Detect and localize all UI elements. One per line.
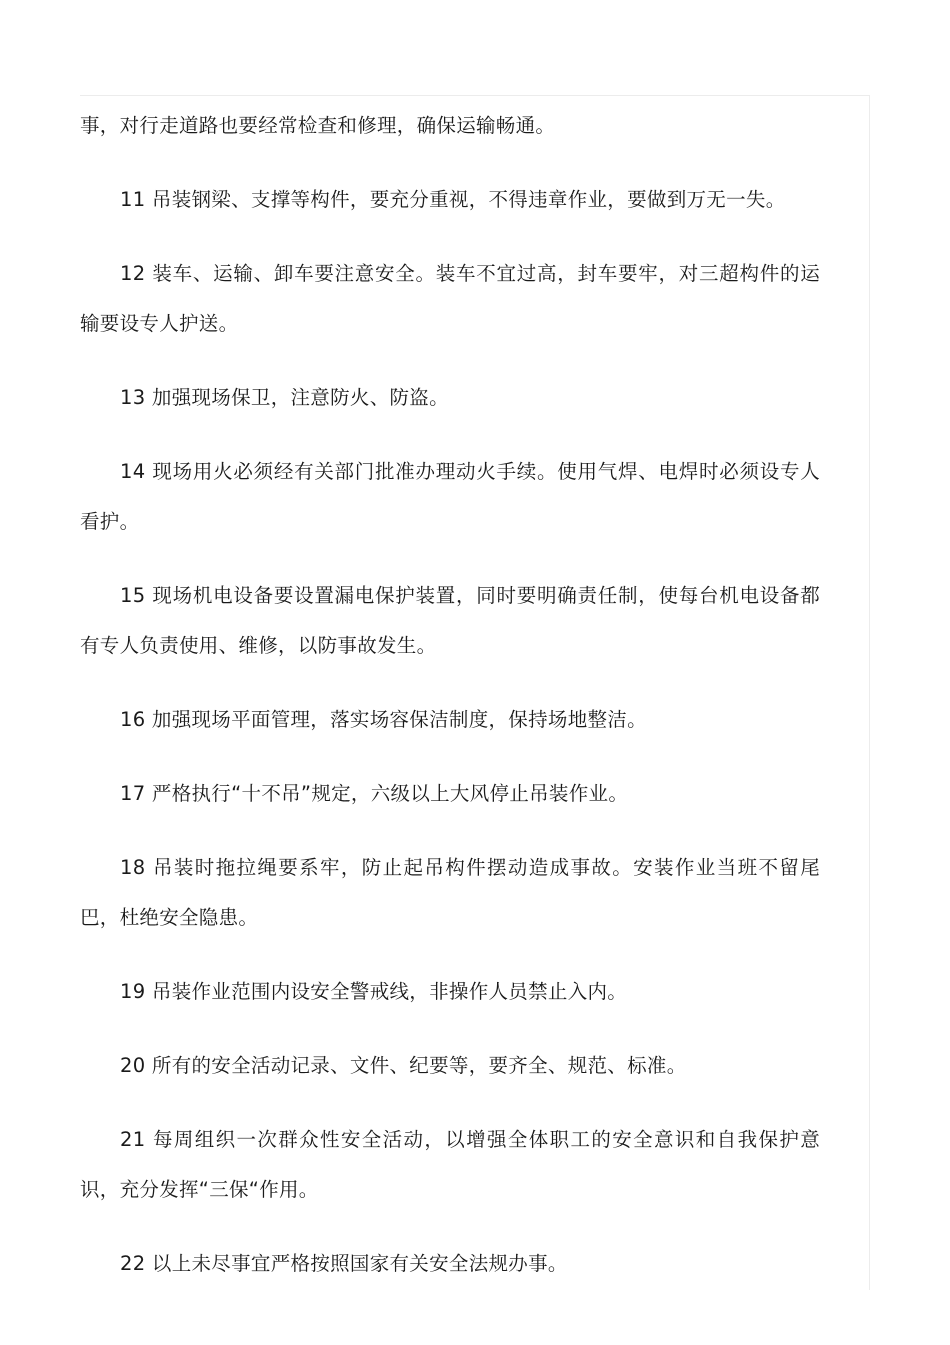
page-right-border <box>869 95 870 1290</box>
paragraph-item-14: 14 现场用火必须经有关部门批准办理动火手续。使用气焊、电焊时必须设专人看护。 <box>80 460 820 533</box>
paragraph-item-15: 15 现场机电设备要设置漏电保护装置，同时要明确责任制，使每台机电设备都有专人负责使用、维修，以防事故发生。 <box>80 584 820 657</box>
document-body <box>80 101 820 1313</box>
paragraph-item-17: 17 严格执行“十不吊”规定，六级以上大风停止吊装作业。 <box>120 782 629 805</box>
paragraph-item-11: 11 吊装钢梁、支撑等构件，要充分重视，不得违章作业，要做到万无一失。 <box>120 188 786 211</box>
paragraph-item-12: 12 装车、运输、卸车要注意安全。装车不宜过高，封车要牢，对三超构件的运输要设专人护送。 <box>80 262 820 335</box>
paragraph-item-21: 21 每周组织一次群众性安全活动，以增强全体职工的安全意识和自我保护意识，充分发挥“三保“作用。 <box>80 1128 820 1201</box>
paragraph-item-20: 20 所有的安全活动记录、文件、纪要等，要齐全、规范、标准。 <box>120 1054 687 1077</box>
paragraph-item-13: 13 加强现场保卫，注意防火、防盗。 <box>120 386 449 409</box>
paragraph-item-18: 18 吊装时拖拉绳要系牢，防止起吊构件摆动造成事故。安装作业当班不留尾巴，杜绝安全隐患。 <box>80 856 820 929</box>
paragraph-item-16: 16 加强现场平面管理，落实场容保洁制度，保持场地整洁。 <box>120 708 647 731</box>
page-top-border <box>80 95 870 96</box>
paragraph-item-19: 19 吊装作业范围内设安全警戒线，非操作人员禁止入内。 <box>120 980 628 1003</box>
paragraph-item-22: 22 以上未尽事宜严格按照国家有关安全法规办事。 <box>120 1252 568 1275</box>
paragraph-continuation: 事，对行走道路也要经常检查和修理，确保运输畅通。 <box>80 114 556 137</box>
